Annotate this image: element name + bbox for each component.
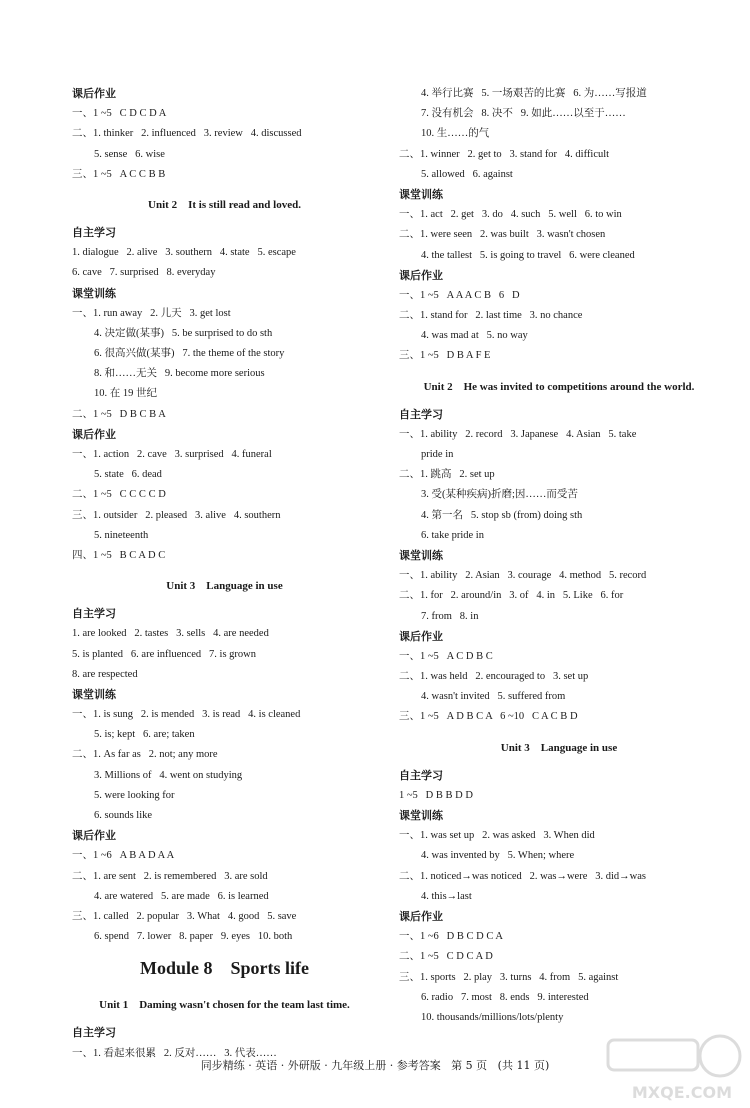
section-heading: 课后作业	[72, 427, 116, 441]
answer-line: 4. 举行比赛 5. 一场艰苦的比赛 6. 为……写报道	[421, 88, 647, 99]
answer-line: 二、1. winner 2. get to 3. stand for 4. difficult	[399, 148, 610, 160]
section-heading: 课堂训练	[399, 187, 443, 201]
answer-line: 二、1. noticed→was noticed 2. was→were 3. did→was	[399, 870, 646, 882]
module-title: Module 8 Sports life	[140, 958, 309, 979]
section-heading: 自主学习	[399, 768, 443, 782]
left-column	[72, 84, 377, 1064]
answer-line: 1 ~5 D B B D D	[399, 789, 473, 801]
answer-line: 5. state 6. dead	[94, 469, 162, 481]
answer-line: 二、1. were seen 2. was built 3. wasn't chosen	[399, 229, 606, 241]
answer-line: 二、1 ~5 D B C B A	[72, 408, 166, 420]
answer-line: 4. was invented by 5. When; where	[421, 850, 575, 862]
answer-line: 6. sounds like	[94, 810, 153, 821]
answer-line: 5. sense 6. wise	[94, 148, 165, 160]
section-heading: 课后作业	[399, 909, 443, 923]
answer-line: 1. dialogue 2. alive 3. southern 4. state 5. escape	[72, 247, 296, 259]
answer-line: 3. Millions of 4. went on studying	[94, 769, 243, 781]
answer-line: 二、1. stand for 2. last time 3. no chance	[399, 310, 583, 322]
answer-line: 一、1. ability 2. Asian 3. courage 4. method 5. record	[399, 570, 647, 582]
page-footer: 同步精练 · 英语 · 外研版 · 九年级上册 · 参考答案 第 5 页 (共 11 页)	[200, 1059, 550, 1072]
answer-line: 6. take pride in	[421, 529, 484, 541]
answer-line: 一、1 ~5 C D C D A	[72, 108, 167, 120]
answer-line: 三、1. called 2. popular 3. What 4. good 5. save	[72, 910, 297, 922]
answer-line: 一、1 ~5 A C D B C	[399, 650, 493, 662]
answer-line: 一、1. action 2. cave 3. surprised 4. funeral	[72, 449, 272, 460]
answer-line: 一、1. 看起来很累 2. 反对…… 3. 代表……	[72, 1047, 277, 1059]
answer-line: 4. 第一名 5. stop sb (from) doing sth	[421, 509, 583, 521]
section-heading: 自主学习	[72, 225, 116, 239]
answer-line: 二、1. thinker 2. influenced 3. review 4. discussed	[72, 128, 302, 140]
answer-line: 3. 受(某种疾病)折磨;因……而受苦	[421, 489, 578, 501]
answer-line: 一、1. run away 2. 儿天 3. get lost	[72, 307, 231, 319]
answer-line: 10. 在 19 世纪	[94, 388, 157, 400]
answer-line: 10. 生……的气	[421, 128, 490, 140]
answer-line: 5. is; kept 6. are; taken	[94, 729, 195, 741]
answer-line: 6. radio 7. most 8. ends 9. interested	[421, 991, 589, 1003]
section-heading: 课堂训练	[399, 809, 443, 822]
watermark-logo	[602, 1032, 742, 1104]
answer-line: 7. from 8. in	[421, 610, 479, 622]
answer-line: 一、1 ~5 A A A C B 6 D	[399, 289, 520, 301]
right-column	[399, 84, 719, 1028]
section-heading: 课后作业	[399, 629, 443, 643]
answer-line: 5. allowed 6. against	[421, 168, 513, 180]
answer-line: 5. nineteenth	[94, 529, 149, 541]
unit-title: Unit 2 It is still read and loved.	[148, 198, 301, 211]
answer-line: 一、1 ~6 D B C D C A	[399, 931, 503, 943]
watermark-icon	[602, 1032, 742, 1082]
answer-line: 一、1 ~6 A B A D A A	[72, 850, 175, 862]
answer-line: 8. 和……无关 9. become more serious	[94, 368, 265, 380]
answer-line: 一、1. was set up 2. was asked 3. When did	[399, 830, 595, 842]
answer-line: 三、1. outsider 2. pleased 3. alive 4. southern	[72, 509, 281, 521]
section-heading: 课后作业	[72, 87, 116, 100]
answer-line: 4. 决定做(某事) 5. be surprised to do sth	[94, 327, 273, 339]
answer-line: 三、1. sports 2. play 3. turns 4. from 5. against	[399, 971, 619, 983]
answer-line: 10. thousands/millions/lots/plenty	[421, 1011, 564, 1023]
section-heading: 课堂训练	[72, 286, 116, 300]
answer-line: 二、1. 跳高 2. set up	[399, 469, 495, 481]
answer-line: 一、1. ability 2. record 3. Japanese 4. Asian 5. take	[399, 428, 637, 440]
answer-line: 6. spend 7. lower 8. paper 9. eyes 10. both	[94, 931, 293, 943]
answer-line: 三、1 ~5 D B A F E	[399, 350, 491, 362]
section-heading: 课后作业	[399, 268, 443, 282]
answer-line: 4. was mad at 5. no way	[421, 330, 528, 342]
section-heading: 自主学习	[399, 407, 443, 421]
answer-line: 二、1. As far as 2. not; any more	[72, 749, 218, 761]
answer-line: 6. 很高兴做(某事) 7. the theme of the story	[94, 348, 285, 360]
answer-line: 三、1 ~5 A C C B B	[72, 168, 166, 180]
answer-line: 二、1 ~5 C C C C D	[72, 489, 166, 501]
answer-line: 5. is planted 6. are influenced 7. is grown	[72, 648, 256, 660]
answer-line: 1. are looked 2. tastes 3. sells 4. are needed	[72, 628, 269, 640]
answer-line: 一、1. act 2. get 3. do 4. such 5. well 6. to win	[399, 209, 622, 221]
unit-title: Unit 3 Language in use	[166, 580, 283, 593]
answer-line: 二、1 ~5 C D C A D	[399, 951, 493, 963]
answer-line: 4. the tallest 5. is going to travel 6. were cleaned	[421, 249, 635, 261]
watermark-text: MXQE.COM	[631, 1083, 732, 1102]
answer-line: 8. are respected	[72, 668, 138, 680]
unit-title: Unit 1 Daming wasn't chosen for the team last time.	[99, 999, 350, 1012]
section-heading: 课堂训练	[399, 548, 443, 562]
answer-line: 5. were looking for	[94, 789, 175, 801]
section-heading: 自主学习	[72, 1026, 116, 1040]
answer-line: 二、1. are sent 2. is remembered 3. are sold	[72, 870, 268, 882]
answer-line: 一、1. is sung 2. is mended 3. is read 4. is cleaned	[72, 709, 301, 721]
answer-line: 4. are watered 5. are made 6. is learned	[94, 890, 269, 902]
section-heading: 自主学习	[72, 607, 116, 621]
answer-line: 4. this→last	[421, 890, 472, 902]
answer-line: 二、1. was held 2. encouraged to 3. set up	[399, 671, 589, 683]
answer-line: 6. cave 7. surprised 8. everyday	[72, 267, 216, 279]
answer-line: 二、1. for 2. around/in 3. of 4. in 5. Like 6. for	[399, 590, 624, 602]
unit-title: Unit 3 Language in use	[500, 741, 618, 754]
section-heading: 课堂训练	[72, 687, 116, 701]
answer-line: 三、1 ~5 A D B C A 6 ~10 C A C B D	[399, 711, 578, 723]
unit-title: Unit 2 He was invited to competitions around the world.	[423, 380, 695, 393]
answer-line: 四、1 ~5 B C A D C	[72, 549, 166, 561]
answer-line: 7. 没有机会 8. 决不 9. 如此……以至于……	[421, 108, 626, 120]
answer-line: pride in	[421, 449, 454, 460]
section-heading: 课后作业	[72, 829, 116, 843]
answer-line: 4. wasn't invited 5. suffered from	[421, 691, 566, 703]
